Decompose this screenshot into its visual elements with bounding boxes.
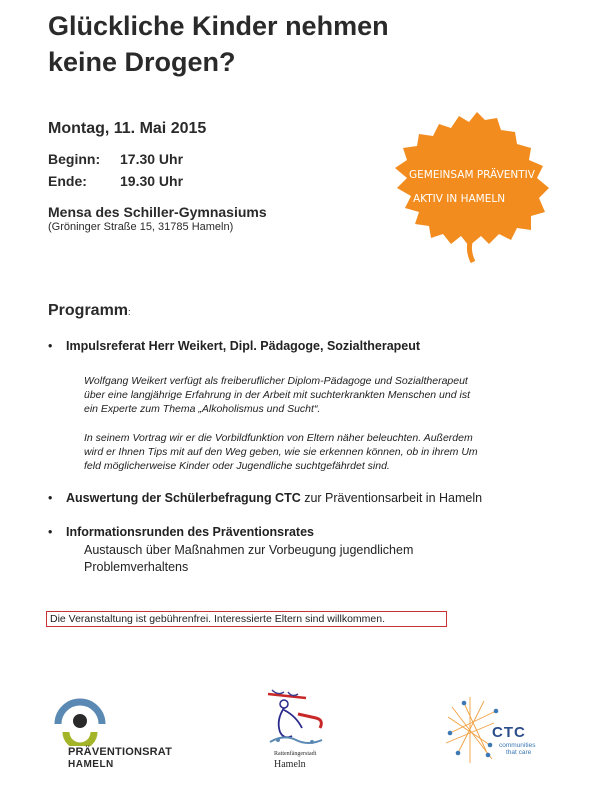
desc-line: ein Experte zum Thema „Alkoholismus und Sucht“. [84, 403, 321, 415]
auswertung-text [66, 491, 482, 505]
impulsreferat-description-2 [84, 431, 554, 473]
auswertung-rest: zur Präventionsarbeit in Hameln [300, 491, 483, 505]
praeventionsrat-logo [52, 698, 192, 773]
event-date: Montag, 11. Mai 2015 [48, 120, 207, 137]
ctc-tagline-2: that care [506, 749, 532, 756]
ctc-logo [444, 693, 554, 768]
title-line-2: keine Drogen? [48, 47, 236, 77]
sub-line: Problemverhaltens [84, 560, 189, 574]
hameln-caption: Hameln [274, 759, 306, 770]
title-line-1: Glückliche Kinder nehmen [48, 11, 389, 41]
end-label: Ende: [48, 173, 87, 189]
rattenfaengerstadt-caption: Rattenfängerstadt [274, 751, 317, 757]
end-time: 19.30 Uhr [120, 173, 184, 189]
desc-line: Wolfgang Weikert verfügt als freiberuflicher Diplom-Pädagoge und Sozialtherapeut [84, 375, 468, 387]
begin-label: Beginn: [48, 151, 101, 167]
end-row [48, 173, 183, 189]
praeventionsrat-name: PRÄVENTIONSRAT [68, 746, 173, 758]
gemeinsam-praeventiv-leaf-logo [385, 108, 555, 263]
impulsreferat-title: Impulsreferat Herr Weikert, Dipl. Pädagoge, Sozialtherapeut [66, 339, 421, 353]
admission-notice: Die Veranstaltung ist gebührenfrei. Interessierte Eltern sind willkommen. [46, 611, 447, 627]
program-heading [48, 302, 131, 320]
impulsreferat-description-1 [84, 374, 554, 416]
bullet-dot: • [48, 339, 53, 353]
begin-time: 17.30 Uhr [120, 151, 184, 167]
desc-line: In seinem Vortrag wir er die Vorbildfunktion von Eltern näher beleuchten. Außerdem [84, 432, 473, 444]
ctc-wordmark: CTC [492, 724, 526, 741]
auswertung-bold: Auswertung der Schülerbefragung CTC [66, 491, 301, 505]
sub-line: Austausch über Maßnahmen zur Vorbeugung jugendlichem [84, 543, 414, 557]
praeventionsrat-city: HAMELN [68, 759, 114, 770]
desc-line: wird er Ihnen Tips mit auf den Weg geben, wie sie erkennen können, ob in ihrem Um [84, 446, 478, 458]
venue-address: (Gröninger Straße 15, 31785 Hameln) [48, 221, 234, 233]
begin-row [48, 151, 183, 167]
informationsrunden-description [84, 542, 514, 576]
desc-line: feld möglicherweise Kinder oder Jugendliche suchtgefährdet sind. [84, 460, 390, 472]
desc-line: über eine langjährige Erfahrung in der Arbeit mit suchterkrankten Menschen und ist [84, 389, 470, 401]
bullet-dot: • [48, 525, 53, 539]
rattenfaengerstadt-logo [262, 688, 342, 776]
leaf-text-line-2: AKTIV IN HAMELN [413, 193, 506, 205]
bullet-dot: • [48, 491, 53, 505]
leaf-stem [469, 238, 473, 262]
praeventionsrat-emblem-icon [52, 698, 192, 746]
venue-name: Mensa des Schiller-Gymnasiums [48, 204, 267, 220]
leaf-text-line-1: GEMEINSAM PRÄVENTIV [409, 169, 535, 181]
ctc-tagline-1: communities [499, 742, 536, 749]
page-title [48, 8, 488, 80]
program-heading-colon: : [128, 307, 131, 317]
piper-figure-icon [262, 688, 342, 750]
program-heading-text: Programm [48, 302, 129, 319]
informationsrunden-title: Informationsrunden des Präventionsrates [66, 525, 314, 539]
